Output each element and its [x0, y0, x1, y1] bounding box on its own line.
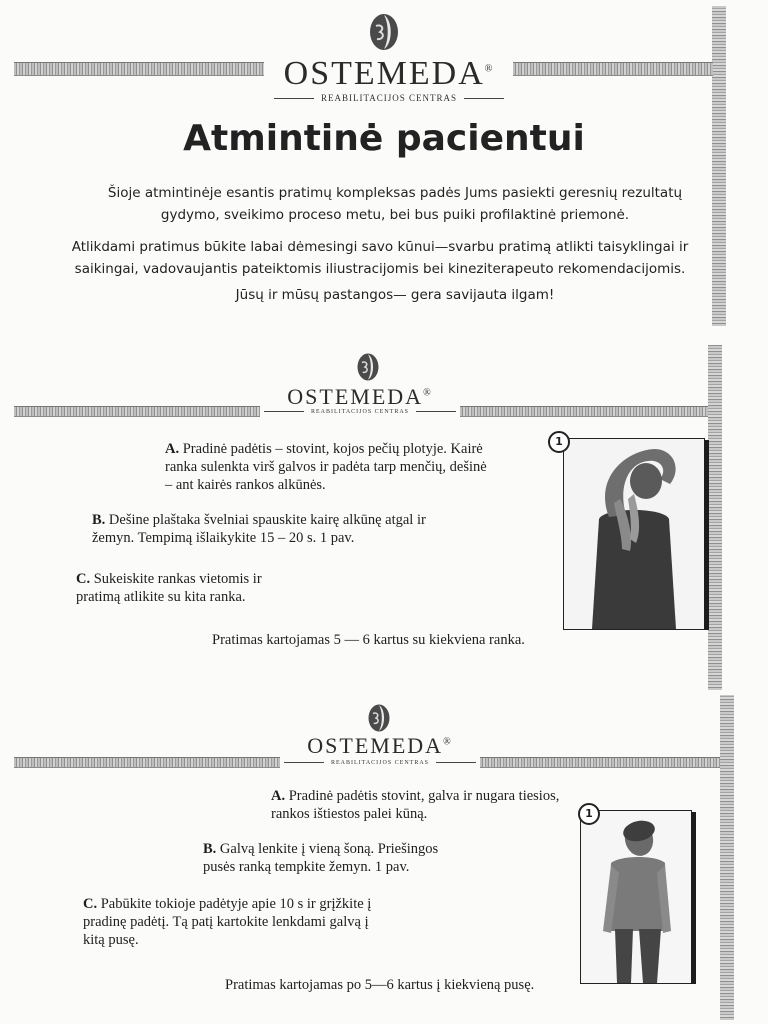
exercise1-step-b: B. Dešine plaštaka švelniai spauskite kairę alkūnę atgal ir žemyn. Tempimą išlaikykite 15 – 20 s. 1 pav. [92, 512, 426, 546]
ostemeda-logo-icon [367, 12, 401, 52]
exercise2-repeat-note: Pratimas kartojamas po 5—6 kartus į kiekvieną pusę. [225, 977, 535, 993]
exercise2-photo [580, 810, 692, 984]
section2-brand-subtitle: REABILITACIJOS CENTRAS [280, 760, 480, 766]
woman-arm-stretch-figure [564, 439, 704, 629]
brand-subtitle: REABILITACIJOS CENTRAS [268, 93, 510, 103]
scan-edge-middle [708, 345, 722, 690]
section2-band-right [480, 757, 720, 768]
section2-brand-name: OSTEMEDA® [307, 733, 453, 758]
exercise1-figure-number: 1 [548, 431, 570, 453]
ostemeda-logo-icon [366, 703, 392, 733]
exercise2-step-a: A. Pradinė padėtis stovint, galva ir nugara tiesios, rankos ištiestos palei kūną. [271, 788, 560, 822]
exercise1-photo [563, 438, 705, 630]
intro-slogan: Jūsų ir mūsų pastangos— gera savijauta ilgam! [235, 287, 555, 303]
section1-brand-subtitle: REABILITACIJOS CENTRAS [260, 409, 460, 415]
section1-band-right [460, 406, 708, 417]
page-title: Atmintinė pacientui [183, 118, 585, 159]
exercise2-step-b: B. Galvą lenkite į vieną šoną. Priešingos pusės ranką tempkite žemyn. 1 pav. [203, 841, 439, 875]
intro-paragraph-1: Šioje atmintinėje esantis pratimų kompleksas padės Jums pasiekti geresnių rezultatų gydymo, sveikimo proceso metu, bei bus puiki profilaktinė priemonė. [107, 185, 683, 223]
header-band-right [513, 62, 713, 76]
intro-paragraph-2: Atlikdami pratimus būkite labai dėmesingi savo kūnui—svarbu pratimą atlikti taisyklingai ir saikingai, vadovaujantis pateiktomis iliustracijomis bei kineziterapeuto rekomendacijomis. [71, 239, 689, 277]
ostemeda-logo-icon [355, 352, 381, 382]
scan-edge-bottom [720, 695, 734, 1020]
brand-name: OSTEMEDA® [283, 55, 495, 92]
exercise1-step-c: C. Sukeiskite rankas vietomis ir pratimą atlikite su kita ranka. [76, 571, 262, 605]
woman-head-tilt-figure [581, 811, 691, 983]
header-band-left [14, 62, 264, 76]
exercise1-photo-shadow [704, 440, 709, 630]
exercise1-repeat-note: Pratimas kartojamas 5 — 6 kartus su kiekviena ranka. [212, 632, 525, 648]
exercise2-photo-shadow [691, 812, 696, 984]
exercise2-step-c: C. Pabūkite tokioje padėtyje apie 10 s ir grįžkite į pradinę padėtį. Tą patį kartokite lenkdami galvą į kitą pusę. [83, 896, 372, 948]
exercise1-step-a: A. Pradinė padėtis – stovint, kojos pečių plotyje. Kairė ranka sulenkta virš galvos ir padėta tarp menčių, dešinė – ant kairės rankos alkūnės. [165, 441, 487, 493]
section1-band-left [14, 406, 260, 417]
section1-brand-name: OSTEMEDA® [287, 384, 433, 409]
section2-band-left [14, 757, 280, 768]
exercise2-figure-number: 1 [578, 803, 600, 825]
